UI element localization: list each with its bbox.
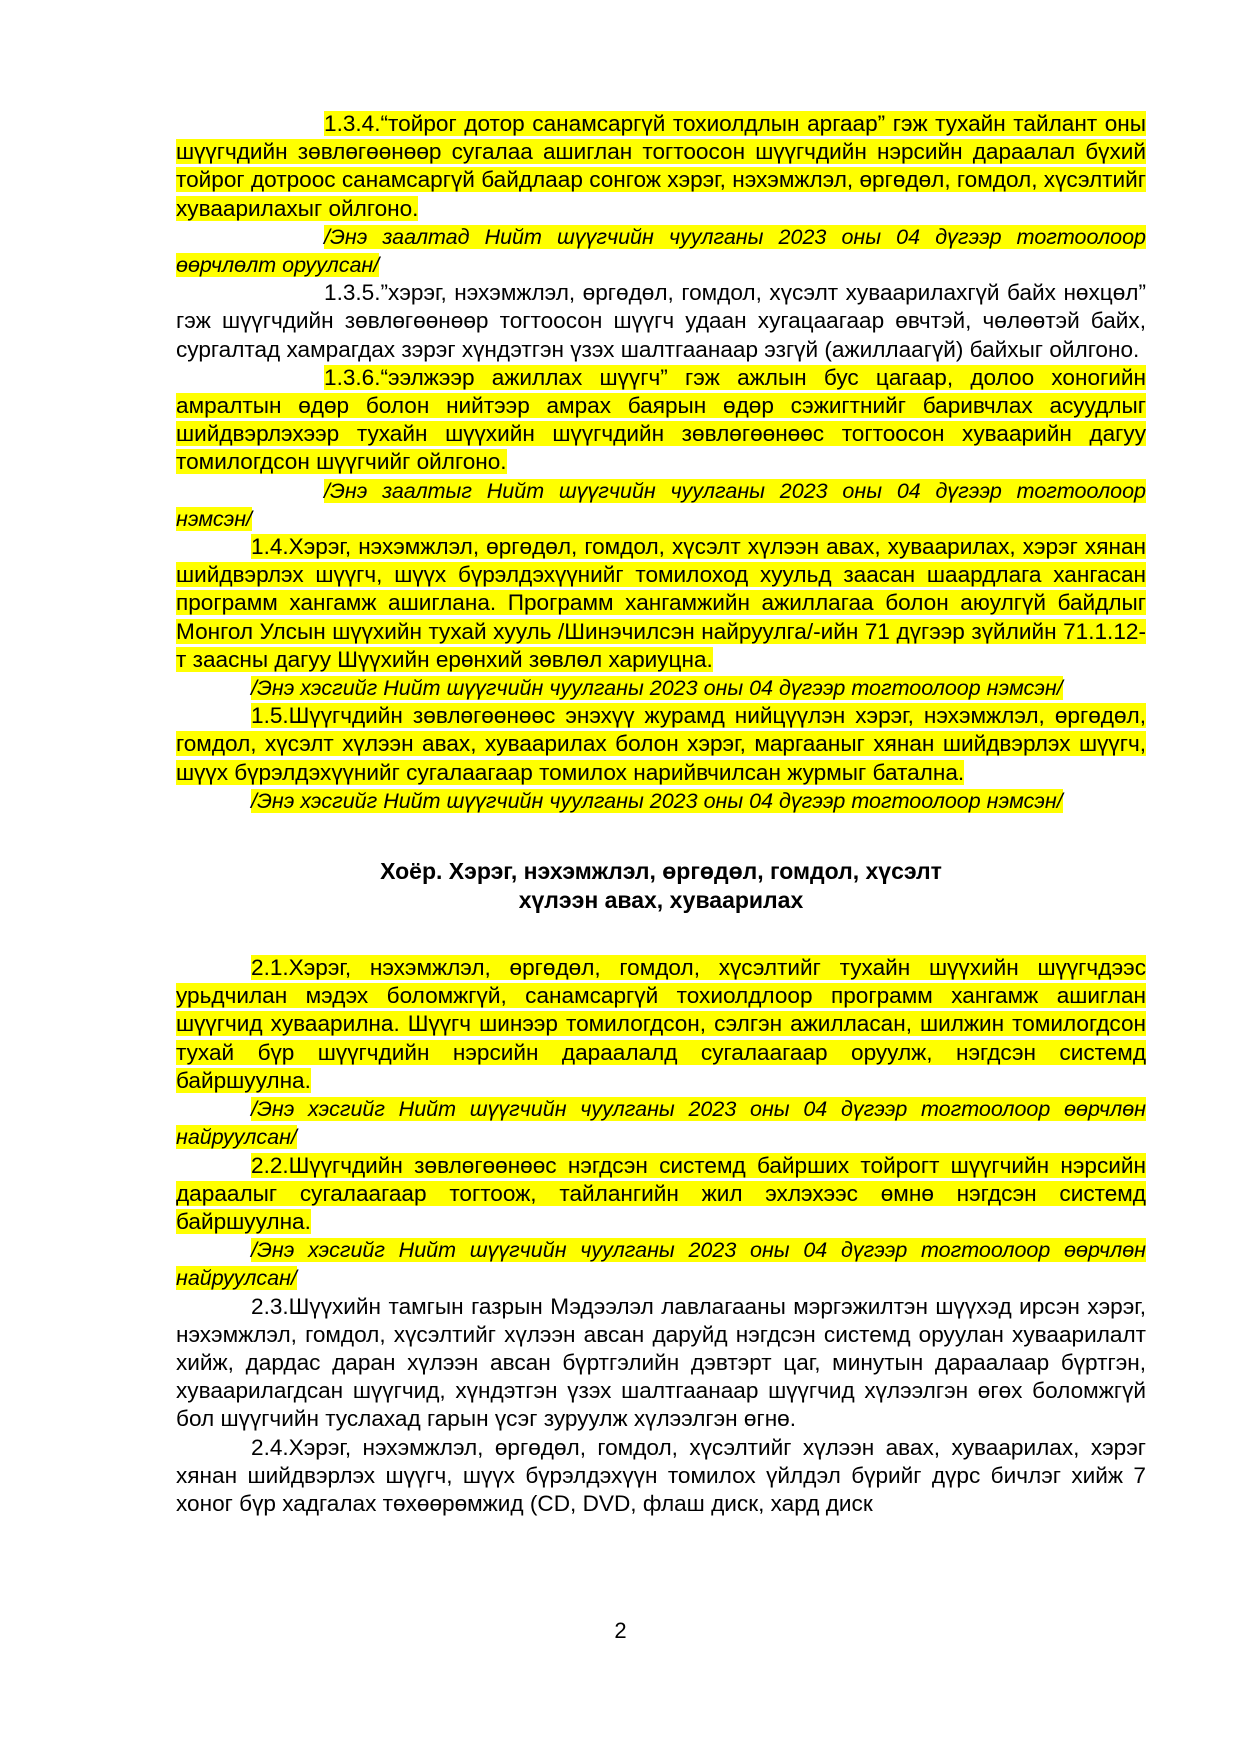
- amendment-note: [176, 674, 1146, 702]
- amendment-note: [176, 787, 1146, 815]
- section-heading-line-1: Хоёр. Хэрэг, нэхэмжлэл, өргөдөл, гомдол, хүсэлт: [380, 858, 942, 885]
- clause-1-4: [176, 533, 1146, 674]
- section-heading: [176, 857, 1146, 914]
- amendment-note: [176, 1095, 1146, 1151]
- clause-2-4: 2.4.Хэрэг, нэхэмжлэл, өргөдөл, гомдол, хүсэлтийг хүлээн авах, хуваарилах, хэрэг хянан шийдвэрлэх шүүгч, шүүх бүрэлдэхүүн томилох үйлдэл бүрийг дүрс бичлэг хийж 7 хоног бүр хадгалах төхөөрөмжид (CD, DVD, флаш диск, хард диск: [176, 1434, 1146, 1516]
- amendment-note: [176, 223, 1146, 279]
- clause-1-3-6: [176, 364, 1146, 477]
- section-heading-line-2: хүлээн авах, хуваарилах: [518, 886, 804, 913]
- amendment-note-text: /Энэ заалтыг Нийт шүүгчийн чуулганы 2023 оны 04 дүгээр тогтоолоор нэмсэн/: [176, 478, 1146, 531]
- clause-2-1-text: 2.1.Хэрэг, нэхэмжлэл, өргөдөл, гомдол, хүсэлтийг тухайн шүүхийн шүүгчдээс урьдчилан мэдэх боломжгүй, санамсаргүй тохиолдлоор программ хангамж ашиглан шүүгчид хуваарилна. Шүүгч шинээр томилогдсон, сэлгэн ажилласан, шилжин томилогдсон тухай бүр шүүгчдийн нэрсийн дараалалд сугалаагаар оруулж, нэгдсэн системд байршуулна.: [176, 955, 1146, 1093]
- amendment-note: [176, 1236, 1146, 1292]
- clause-1-3-4: [176, 110, 1146, 223]
- clause-2-1: [176, 954, 1146, 1095]
- document-page: [176, 110, 1146, 1518]
- clause-1-4-text: 1.4.Хэрэг, нэхэмжлэл, өргөдөл, гомдол, хүсэлт хүлээн авах, хуваарилах, хэрэг хянан шийдвэрлэх шүүгч, шүүх бүрэлдэхүүнийг томилоход хуульд заасан шаардлага хангасан программ хангамж ашиглана. Программ хангамжийн ажиллагаа болон аюулгүй байдлыг Монгол Улсын шүүхийн тухай хууль /Шинэчилсэн найруулга/-ийн 71 дүгээр зүйлийн 71.1.12-т заасны дагуу Шүүхийн ерөнхий зөвлөл хариуцна.: [176, 534, 1146, 672]
- amendment-note-text: /Энэ хэсгийг Нийт шүүгчийн чуулганы 2023 оны 04 дүгээр тогтоолоор өөрчлөн найруулсан/: [176, 1238, 1146, 1291]
- clause-1-5-text: 1.5.Шүүгчдийн зөвлөгөөнөөс энэхүү журамд нийцүүлэн хэрэг, нэхэмжлэл, өргөдөл, гомдол, хүсэлт хүлээн авах, хуваарилах болон хэрэг, маргааныг хянан шийдвэрлэх шүүгч, шүүх бүрэлдэхүүнийг сугалаагаар томилох нарийвчилсан журмыг батална.: [176, 703, 1146, 785]
- clause-1-3-5: 1.3.5.”хэрэг, нэхэмжлэл, өргөдөл, гомдол, хүсэлт хуваарилахгүй байх нөхцөл” гэж шүүгчдийн зөвлөгөөнөөр тогтоосон шүүгч удаан хугацаагаар өвчтэй, чөлөөтэй байх, сургалтад хамрагдах зэрэг хүндэтгэн үзэх шалтгаанаар эзгүй (ажиллаагүй) байхыг ойлгоно.: [176, 280, 1146, 362]
- clause-1-5: [176, 702, 1146, 787]
- amendment-note: [176, 477, 1146, 533]
- clause-2-2-text: 2.2.Шүүгчдийн зөвлөгөөнөөс нэгдсэн системд байрших тойрогт шүүгчийн нэрсийн дараалыг сугалаагаар тогтоож, тайлангийн жил эхлэхээс өмнө нэгдсэн системд байршуулна.: [176, 1152, 1146, 1234]
- amendment-note-text: /Энэ заалтад Нийт шүүгчийн чуулганы 2023 оны 04 дүгээр тогтоолоор өөрчлөлт оруулсан/: [176, 224, 1146, 278]
- clause-1-3-6-text: 1.3.6.“ээлжээр ажиллах шүүгч” гэж ажлын бус цагаар, долоо хоногийн амралтын өдөр болон нийтээр амрах баярын өдөр сэжигтнийг баривчлах асуудлыг шийдвэрлэхээр тухайн шүүхийн шүүгчдийн зөвлөгөөнөөс тогтоосон хуваарийн дагуу томилогдсон шүүгчийг ойлгоно.: [176, 364, 1146, 475]
- amendment-note-text: /Энэ хэсгийг Нийт шүүгчийн чуулганы 2023 оны 04 дүгээр тогтоолоор өөрчлөн найруулсан/: [176, 1097, 1146, 1150]
- clause-2-3: 2.3.Шүүхийн тамгын газрын Мэдээлэл лавлагааны мэргэжилтэн шүүхэд ирсэн хэрэг, нэхэмжлэл, гомдол, хүсэлтийг хүлээн авсан даруйд нэгдсэн системд оруулан хуваарилалт хийж, дардас даран хүлээн авсан бүртгэлийн дэвтэрт цаг, минутын дараалаар бүртгэн, хуваарилагдсан шүүгчид, хүндэтгэн үзэх шалтгаанаар шүүгчид хүлээлгэн өгөх боломжгүй бол шүүгчийн туслахад гарын үсэг зуруулж хүлээлгэн өгнө.: [176, 1293, 1146, 1432]
- page-number: 2: [614, 1618, 627, 1643]
- clause-1-3-4-text: 1.3.4.“тойрог дотор санамсаргүй тохиолдлын аргаар” гэж тухайн тайлант оны шүүгчдийн зөвлөгөөнөөр сугалаа ашиглан тогтоосон шүүгчдийн нэрсийн дараалал бүхий тойрог дотроос санамсаргүй байдлаар сонгож хэрэг, нэхэмжлэл, өргөдөл, гомдол, хүсэлтийг хуваарилахыг ойлгоно.: [176, 111, 1146, 221]
- amendment-note-text: /Энэ хэсгийг Нийт шүүгчийн чуулганы 2023 оны 04 дүгээр тогтоолоор нэмсэн/: [251, 788, 1063, 813]
- amendment-note-text: /Энэ хэсгийг Нийт шүүгчийн чуулганы 2023 оны 04 дүгээр тогтоолоор нэмсэн/: [251, 676, 1063, 701]
- clause-2-2: [176, 1152, 1146, 1237]
